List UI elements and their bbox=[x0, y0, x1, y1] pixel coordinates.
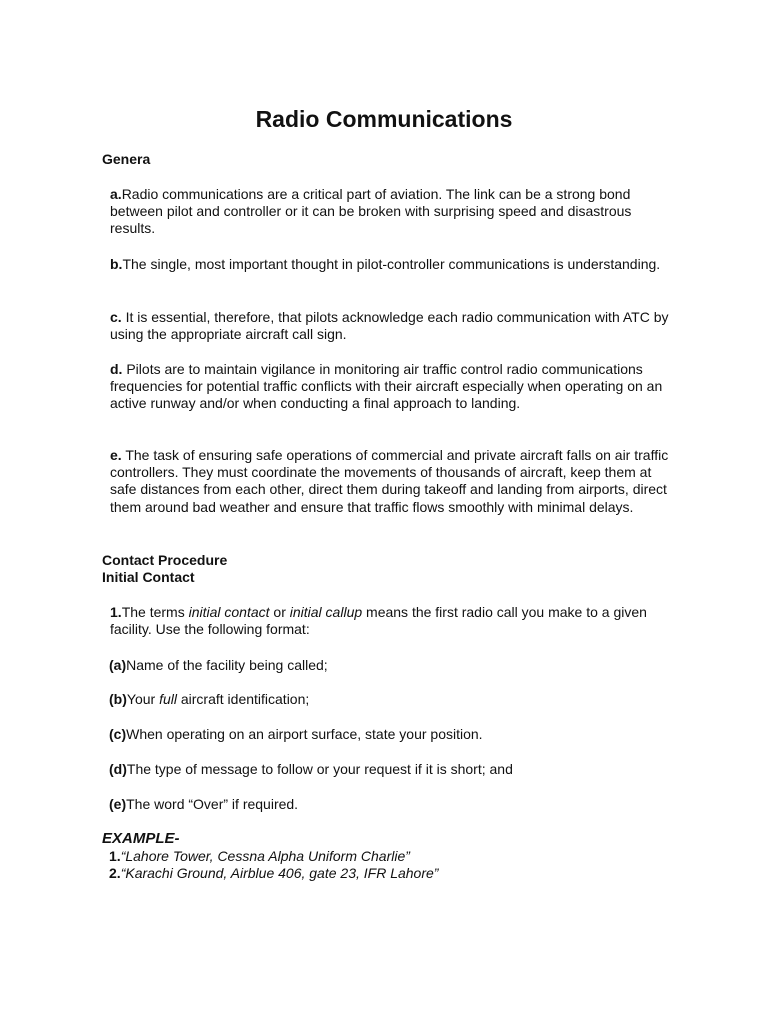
item-label: d. bbox=[110, 361, 123, 377]
format-item-c bbox=[102, 726, 675, 743]
paragraph-b bbox=[102, 256, 676, 273]
item-label: b. bbox=[110, 256, 123, 272]
text-run: Your bbox=[126, 691, 160, 707]
italic-run: full bbox=[159, 691, 177, 707]
example-heading: EXAMPLE- bbox=[102, 830, 180, 847]
item-text: “Karachi Ground, Airblue 406, gate 23, IFR Lahore” bbox=[120, 865, 439, 881]
example-item-2 bbox=[102, 865, 675, 882]
item-text: The task of ensuring safe operations of commercial and private aircraft falls on air traffic controllers. They must coordinate the movements of thousands of aircraft, keep them at safe distances from each other, direct them during takeoff and landing from airports, direct them around bad weather and ensure that traffic flows smoothly with minimal delays. bbox=[110, 447, 669, 515]
text-run: aircraft identification; bbox=[176, 691, 310, 707]
section-heading-initial: Initial Contact bbox=[102, 569, 195, 585]
item-text: When operating on an airport surface, state your position. bbox=[126, 726, 483, 742]
item-text: Pilots are to maintain vigilance in monitoring air traffic control radio communications frequencies for potential traffic conflicts with their aircraft especially when operating on an active runway and/or when conducting a final approach to landing. bbox=[110, 361, 663, 412]
paragraph-1 bbox=[102, 604, 676, 638]
paragraph-a bbox=[102, 186, 676, 238]
item-text: It is essential, therefore, that pilots acknowledge each radio communication with ATC by using the appropriate aircraft call sign. bbox=[110, 309, 669, 343]
item-label: (e) bbox=[109, 796, 127, 812]
example-item-1 bbox=[102, 848, 675, 865]
section-heading-general: Genera bbox=[102, 151, 151, 167]
text-run: The terms bbox=[121, 604, 189, 620]
italic-run: initial contact bbox=[188, 604, 270, 620]
section-heading-contact: Contact Procedure bbox=[102, 552, 228, 568]
page-title: Radio Communications bbox=[255, 106, 513, 132]
item-label: 1. bbox=[110, 604, 122, 620]
format-item-b bbox=[102, 691, 675, 708]
item-label: (a) bbox=[109, 657, 127, 673]
item-label: a. bbox=[110, 186, 122, 202]
text-run: or bbox=[269, 604, 290, 620]
paragraph-c bbox=[102, 309, 676, 343]
paragraph-e bbox=[102, 447, 676, 516]
format-item-a bbox=[102, 657, 675, 674]
format-item-d bbox=[102, 761, 675, 778]
item-text: The word “Over” if required. bbox=[126, 796, 299, 812]
item-text: Radio communications are a critical part of aviation. The link can be a strong bond between pilot and controller or it can be broken with surprising speed and disastrous results. bbox=[110, 186, 632, 237]
item-label: (b) bbox=[109, 691, 127, 707]
item-label: 1. bbox=[109, 848, 121, 864]
format-item-e bbox=[102, 796, 675, 813]
item-text: “Lahore Tower, Cessna Alpha Uniform Charlie” bbox=[120, 848, 410, 864]
item-text: The type of message to follow or your request if it is short; and bbox=[126, 761, 513, 777]
item-label: 2. bbox=[109, 865, 121, 881]
text-run: means the first radio call you make to a given facility. Use the following format: bbox=[110, 604, 647, 638]
italic-run: initial callup bbox=[289, 604, 363, 620]
item-text: The single, most important thought in pilot-controller communications is understanding. bbox=[122, 256, 661, 272]
item-label: c. bbox=[110, 309, 122, 325]
paragraph-d bbox=[102, 361, 676, 413]
item-text: Name of the facility being called; bbox=[126, 657, 328, 673]
item-label: e. bbox=[110, 447, 122, 463]
item-label: (d) bbox=[109, 761, 127, 777]
item-label: (c) bbox=[109, 726, 127, 742]
